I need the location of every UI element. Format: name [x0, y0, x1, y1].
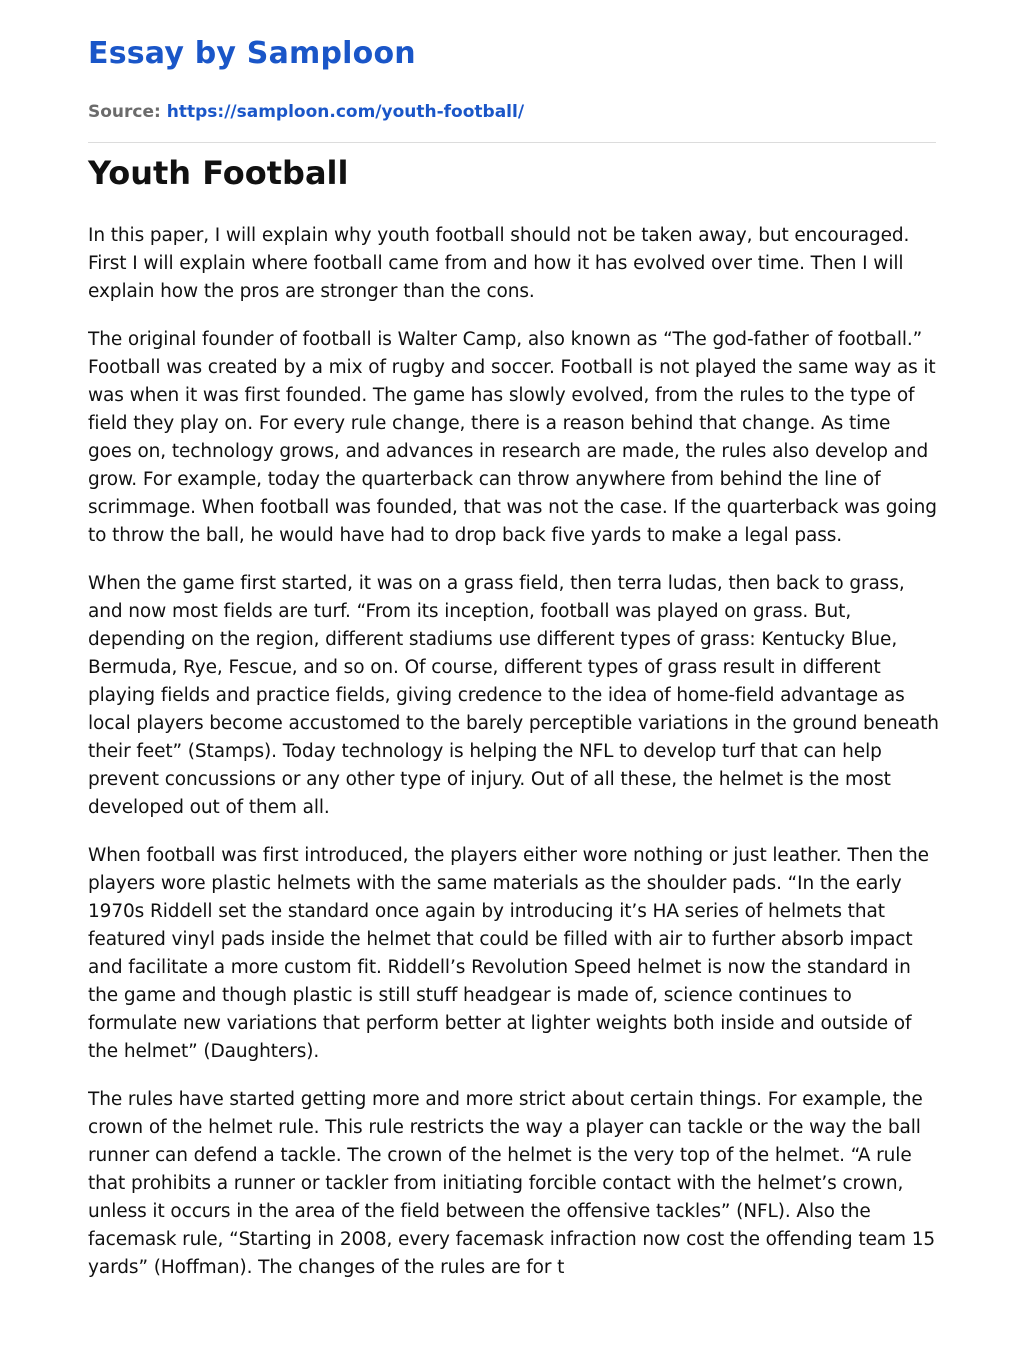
source-link[interactable]: https://samploon.com/youth-football/: [166, 102, 525, 122]
essay-body: [88, 222, 939, 1357]
essay-paragraph: In this paper, I will explain why youth football should not be taken away, but encouraged. First I will explain where football came from and how it has evolved over time. Then I will explain how the pros are stronger than the cons.: [88, 225, 910, 302]
essay-paragraph: When football was first introduced, the players either wore nothing or just leather. Then the players wore plastic helmets with the same materials as the shoulder pads. “In the early 1970s Riddell set the standard once again by introducing it’s HA series of helmets that featured vinyl pads inside the helmet that could be filled with air to further absorb impact and facilitate a more custom fit. Riddell’s Revolution Speed helmet is now the standard in the game and though plastic is still stuff headgear is made of, science continues to formulate new variations that perform better at lighter weights both inside and outside of the helmet” (Daughters).: [88, 845, 929, 1062]
source-label: Source:: [88, 102, 161, 122]
essay-paragraph: When the game first started, it was on a grass field, then terra ludas, then back to grass, and now most fields are turf. “From its inception, football was played on grass. But, depending on the region, different stadiums use different types of grass: Kentucky Blue, Bermuda, Rye, Fescue, and so on. Of course, different types of grass result in different playing fields and practice fields, giving credence to the idea of home-field advantage as local players become accustomed to the barely perceptible variations in the ground beneath their feet” (Stamps). Today technology is helping the NFL to develop turf that can help prevent concussions or any other type of injury. Out of all these, the helmet is the most developed out of them all.: [88, 573, 939, 818]
essay-paragraph: The original founder of football is Walter Camp, also known as “The god-father of football.” Football was created by a mix of rugby and soccer. Football is not played the same way as it was when it was first founded. The game has slowly evolved, from the rules to the type of field they play on. For every rule change, there is a reason behind that change. As time goes on, technology grows, and advances in research are made, the rules also develop and grow. For example, today the quarterback can throw anywhere from behind the line of scrimmage. When football was founded, that was not the case. If the quarterback was going to throw the ball, he would have had to drop back five yards to make a legal pass.: [88, 329, 937, 546]
essay-paragraph: The rules have started getting more and more strict about certain things. For example, the crown of the helmet rule. This rule restricts the way a player can tackle or the way the ball runner can defend a tackle. The crown of the helmet is the very top of the helmet. “A rule that prohibits a runner or tackler from initiating forcible contact with the helmet’s crown, unless it occurs in the area of the field between the offensive tackles” (NFL). Also the facemask rule, “Starting in 2008, every facemask infraction now cost the offending team 15 yards” (Hoffman). The changes of the rules are for t: [88, 1089, 936, 1278]
essay-title: Youth Football: [88, 154, 349, 192]
site-brand-title[interactable]: Essay by Samploon: [88, 36, 416, 71]
header-divider: [88, 142, 936, 143]
source-line: [88, 102, 524, 122]
